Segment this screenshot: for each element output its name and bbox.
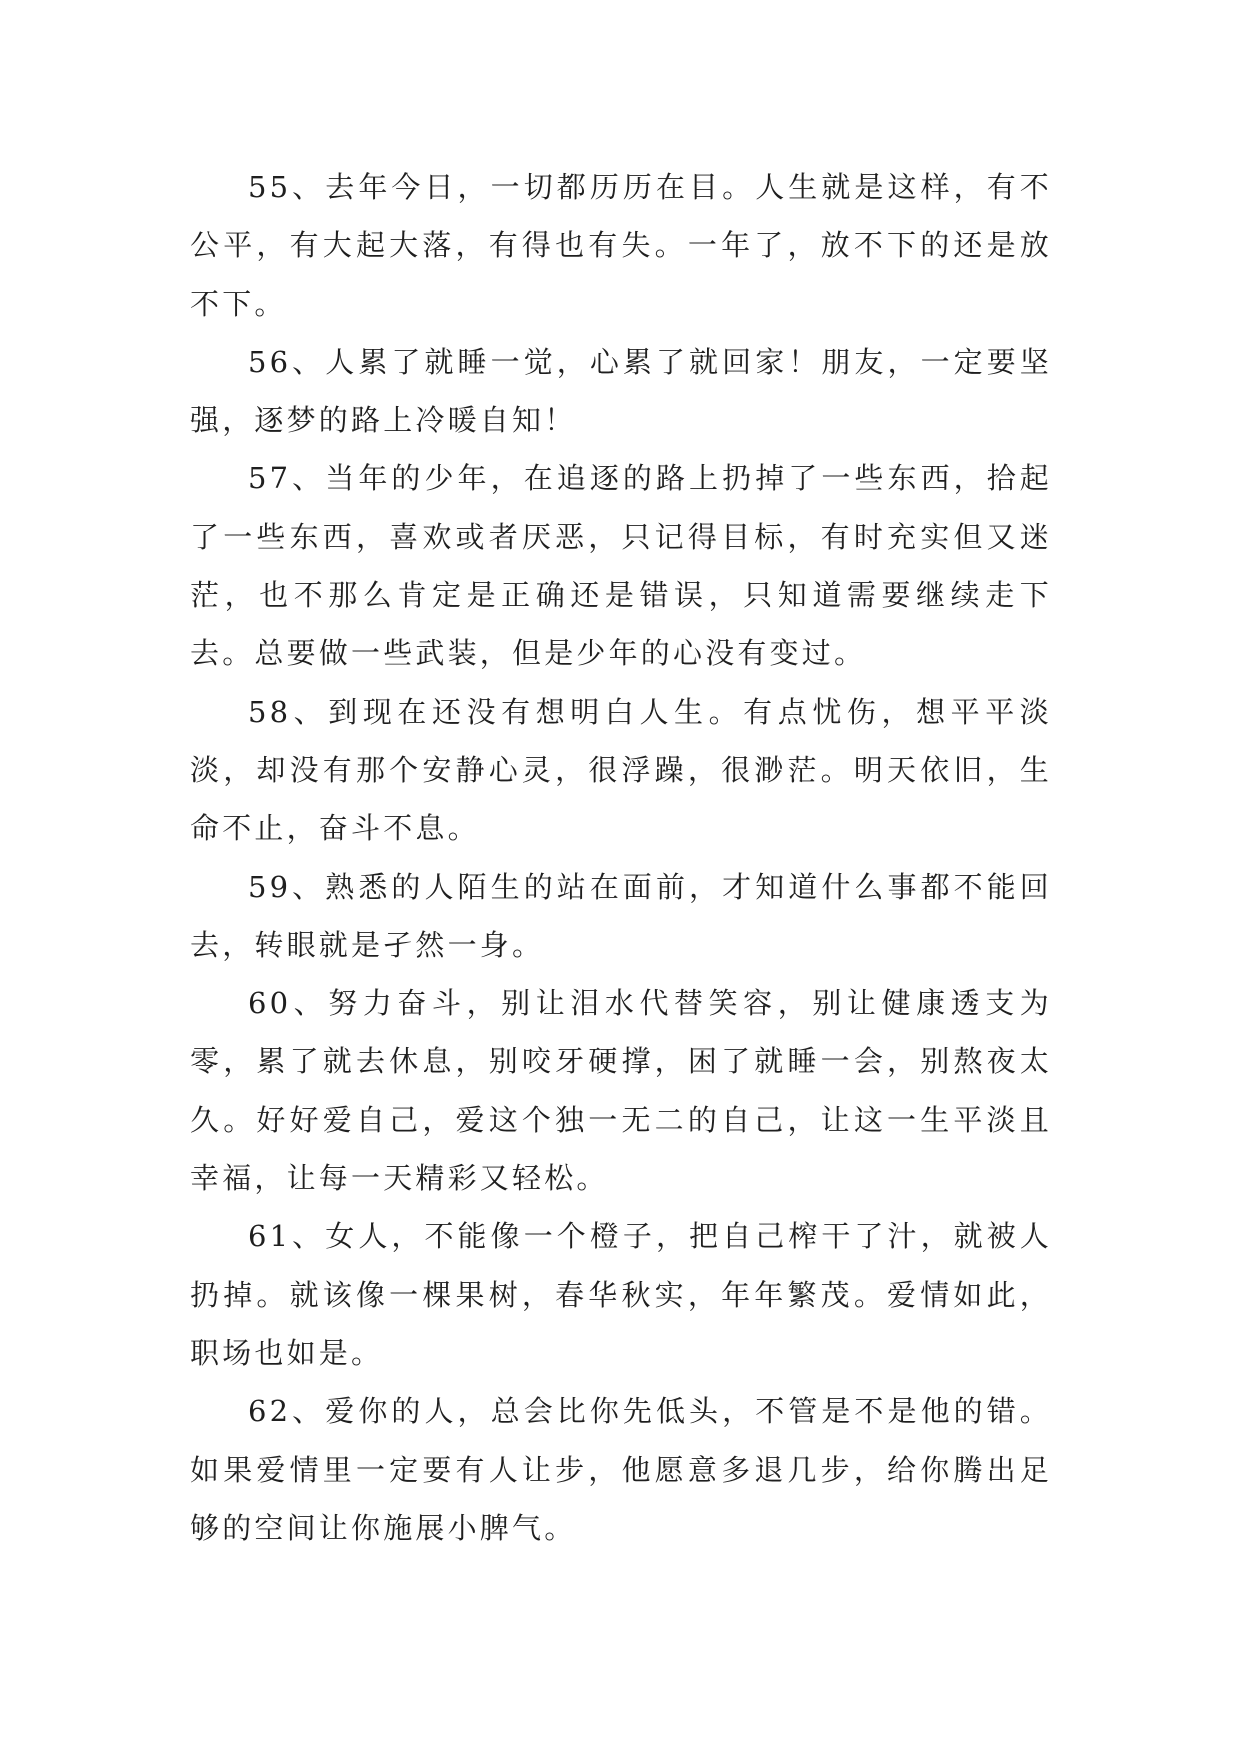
paragraph-61: 61、女人，不能像一个橙子，把自己榨干了汁，就被人扔掉。就该像一棵果树，春华秋实，年年繁茂。爱情如此，职场也如是。 — [190, 1219, 1052, 1370]
paragraph-59: 59、熟悉的人陌生的站在面前，才知道什么事都不能回去，转眼就是孑然一身。 — [190, 869, 1052, 962]
paragraph-58: 58、到现在还没有想明白人生。有点忧伤，想平平淡淡，却没有那个安静心灵，很浮躁，很渺茫。明天依旧，生命不止，奋斗不息。 — [190, 694, 1052, 846]
paragraph-62: 62、爱你的人，总会比你先低头，不管是不是他的错。如果爱情里一定要有人让步，他愿意多退几步，给你腾出足够的空间让你施展小脾气。 — [190, 1394, 1052, 1545]
paragraph-55: 55、去年今日，一切都历历在目。人生就是这样，有不公平，有大起大落，有得也有失。一年了，放不下的还是放不下。 — [190, 170, 1052, 321]
paragraph-60: 60、努力奋斗，别让泪水代替笑容，别让健康透支为零，累了就去休息，别咬牙硬撑，困了就睡一会，别熬夜太久。好好爱自己，爱这个独一无二的自己，让这一生平淡且幸福，让每一天精彩又轻松。 — [190, 986, 1052, 1196]
paragraph-57: 57、当年的少年，在追逐的路上扔掉了一些东西，拾起了一些东西，喜欢或者厌恶，只记得目标，有时充实但又迷茫，也不那么肯定是正确还是错误，只知道需要继续走下去。总要做一些武装，但是少年的心没有变过。 — [190, 461, 1052, 671]
document-body — [190, 158, 1052, 1557]
paragraph-56: 56、人累了就睡一觉，心累了就回家！朋友，一定要坚强，逐梦的路上冷暖自知！ — [190, 344, 1052, 438]
